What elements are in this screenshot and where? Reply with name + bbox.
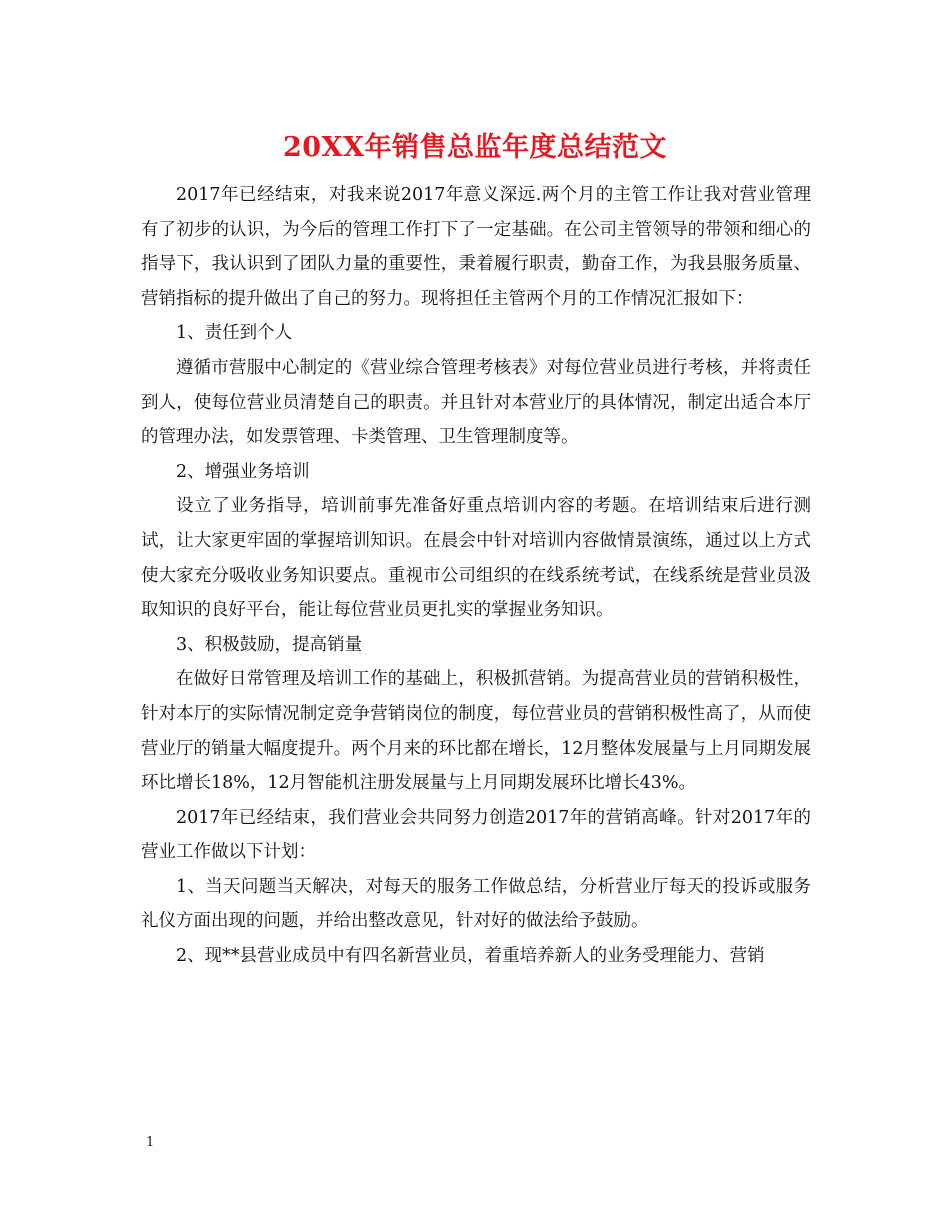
- paragraph-plan-intro: 2017年已经结束，我们营业会共同努力创造2017年的营销高峰。针对2017年的营业工作做以下计划：: [141, 807, 811, 863]
- page-number: 1: [146, 1135, 155, 1150]
- document-title: 20XX年销售总监年度总结范文: [283, 132, 667, 163]
- document-body: [141, 178, 811, 974]
- section-heading-2: 2、增强业务培训: [176, 461, 310, 482]
- paragraph-intro: 2017年已经结束，对我来说2017年意义深远.两个月的主管工作让我对营业管理有了初步的认识，为今后的管理工作打下了一定基础。在公司主管领导的带领和细心的指导下，我认识到了团队力量的重要性，秉着履行职责，勤奋工作，为我县服务质量、营销指标的提升做出了自己的努力。现将担任主管两个月的工作情况汇报如下：: [141, 185, 811, 309]
- paragraph-plan-2: 2、现**县营业成员中有四名新营业员，着重培养新人的业务受理能力、营销: [176, 946, 765, 967]
- section-heading-1: 1、责任到个人: [176, 323, 293, 344]
- paragraph-section-1: 遵循市营服中心制定的《营业综合管理考核表》对每位营业员进行考核，并将责任到人，使每位营业员清楚自己的职责。并且针对本营业厅的具体情况，制定出适合本厅的管理办法，如发票管理、卡类管理、卫生管理制度等。: [141, 357, 811, 448]
- paragraph-plan-1: 1、当天问题当天解决，对每天的服务工作做总结，分析营业厅每天的投诉或服务礼仪方面出现的问题，并给出整改意见，针对好的做法给予鼓励。: [141, 876, 811, 932]
- paragraph-section-3: 在做好日常管理及培训工作的基础上，积极抓营销。为提高营业员的营销积极性，针对本厅的实际情况制定竞争营销岗位的制度，每位营业员的营销积极性高了，从而使营业厅的销量大幅度提升。两个月来的环比都在增长，12月整体发展量与上月同期发展环比增长18%，12月智能机注册发展量与上月同期发展环比增长43%。: [141, 669, 811, 794]
- paragraph-section-2: 设立了业务指导，培训前事先准备好重点培训内容的考题。在培训结束后进行测试，让大家更牢固的掌握培训知识。在晨会中针对培训内容做情景演练，通过以上方式使大家充分吸收业务知识要点。重视市公司组织的在线系统考试，在线系统是营业员汲取知识的良好平台，能让每位营业员更扎实的掌握业务知识。: [141, 496, 811, 621]
- section-heading-3: 3、积极鼓励，提高销量: [176, 634, 363, 655]
